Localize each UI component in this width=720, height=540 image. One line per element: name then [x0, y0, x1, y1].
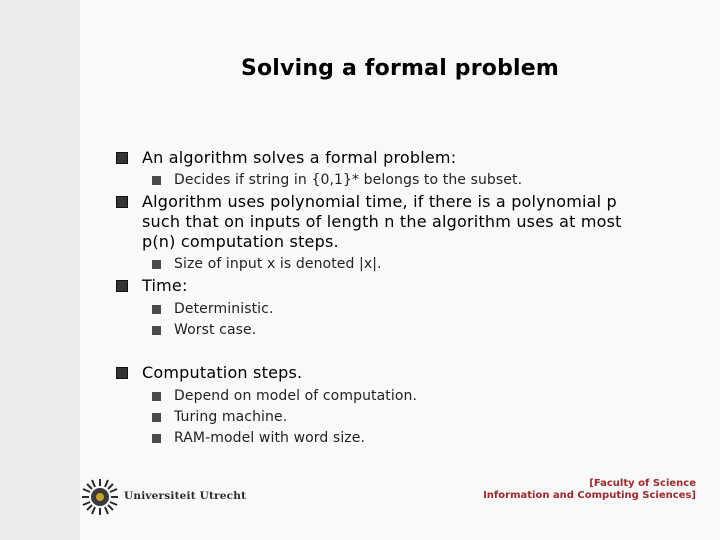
bullet-square-icon: [116, 367, 128, 379]
sub-bullet-square-icon: [152, 392, 161, 401]
faculty-line-1: [Faculty of Science: [589, 478, 696, 489]
sub-bullet-square-icon: [152, 413, 161, 422]
faculty-line-2: Information and Computing Sciences]: [483, 490, 696, 501]
slide-title: Solving a formal problem: [240, 56, 560, 81]
sub-bullet-square-icon: [152, 305, 161, 314]
sub-bullet-square-icon: [152, 326, 161, 335]
bullet-4-text: Computation steps.: [142, 363, 303, 382]
bullet-square-icon: [116, 152, 128, 164]
bullet-2-line-3: p(n) computation steps.: [142, 232, 339, 251]
bullet-2-line-2: such that on inputs of length n the algorithm uses at most: [142, 212, 622, 231]
sub-bullet-square-icon: [152, 260, 161, 269]
bullet-1-text: An algorithm solves a formal problem:: [142, 148, 457, 167]
sub-bullet-square-icon: [152, 434, 161, 443]
bullet-3-text: Time:: [142, 276, 188, 295]
bullet-square-icon: [116, 280, 128, 292]
sun-seal-icon: [80, 477, 120, 517]
slide-content: Solving a formal problem An algorithm solves a formal problem: Decides if string in {0,1}* belongs to the subset. Algorithm uses polynomial time, if there is a polynomial p such that on inputs of length n the algorithm uses at most p(n) computation steps. Size of input x is denoted |x|. Time: Deterministic. Worst case. Computation steps. Depend on model of computation. Turing machine. RAM-model with word size.: [80, 0, 720, 540]
bullet-2-line-1: Algorithm uses polynomial time, if there is a polynomial p: [142, 192, 617, 211]
university-logo: [80, 477, 247, 517]
left-margin-band: [0, 0, 80, 540]
university-name: Universiteit Utrecht: [124, 490, 247, 502]
sub-bullet-square-icon: [152, 176, 161, 185]
bullet-square-icon: [116, 196, 128, 208]
faculty-label: [483, 478, 696, 502]
